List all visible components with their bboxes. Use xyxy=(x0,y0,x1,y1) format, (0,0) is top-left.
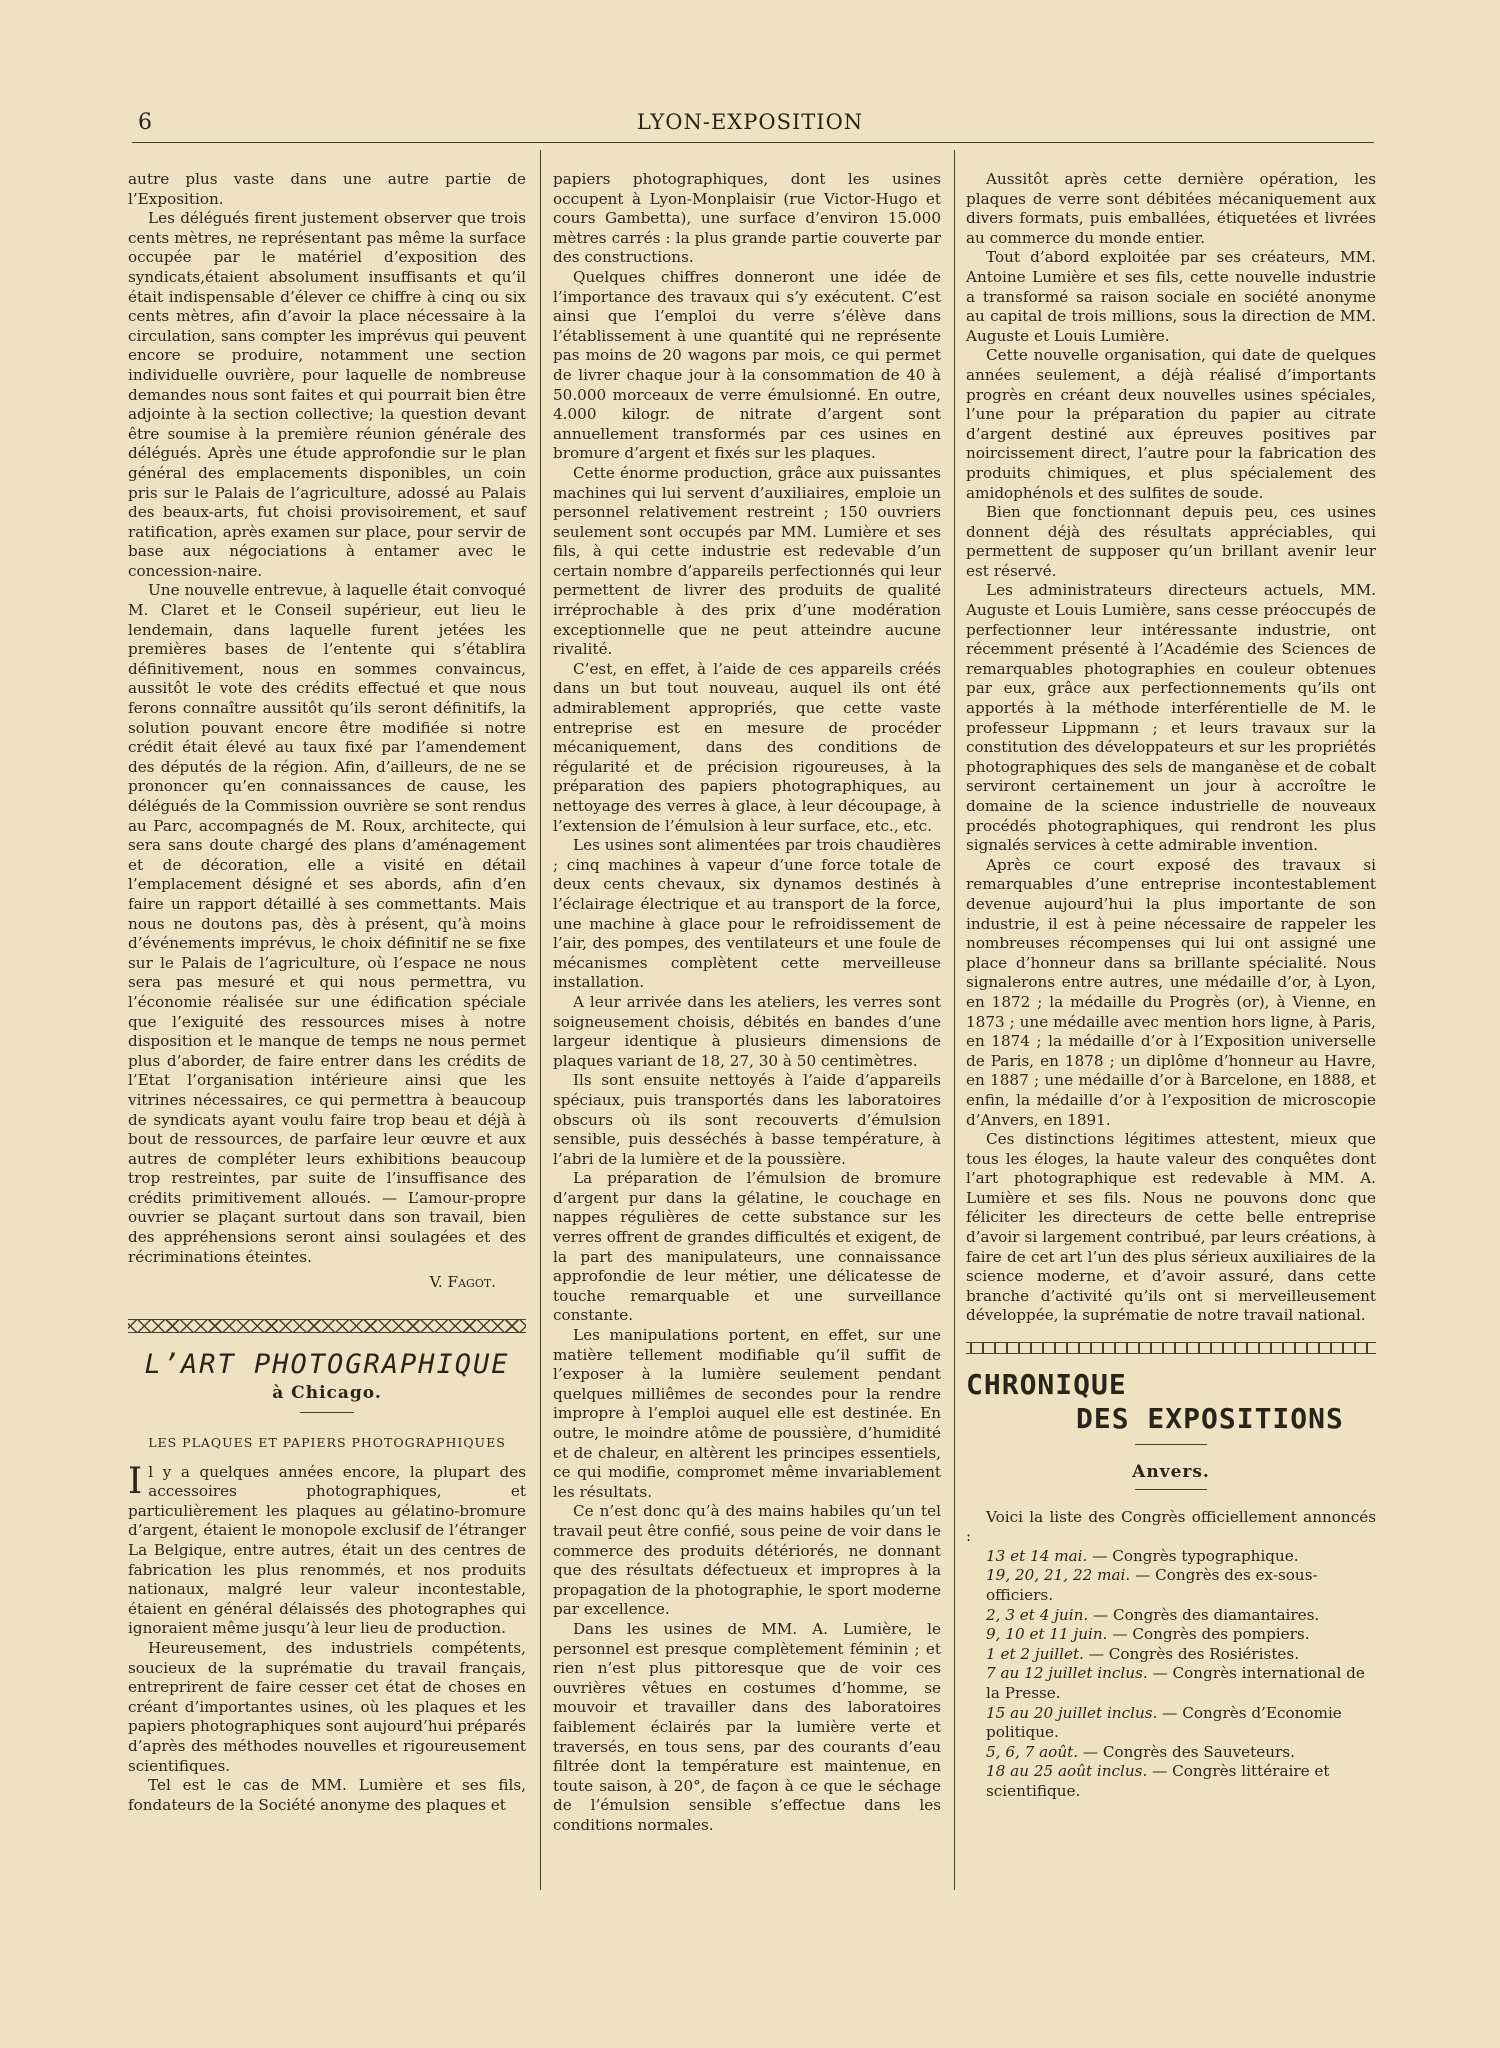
list-item: 19, 20, 21, 22 mai. — Congrès des ex-sous-officiers. xyxy=(986,1566,1318,1604)
paragraph: Quelques chiffres donneront une idée de l’importance des travaux qui s’y exécutent. C’est ainsi que l’emploi du verre s’élève dans l’établissement à une quantité qui ne représente pas moins de 20 wagons par mois, ce qui permet de livrer chaque jour à la consommation de 40 à 50.000 morceaux de verre émulsionné. En outre, 4.000 kilogr. de nitrate d’argent sont annuellement transformés par ces usines en bromure d’argent et fixés sur les plaques. xyxy=(553,267,941,463)
first-paragraph xyxy=(128,1460,526,1639)
paragraph: Ces distinctions légitimes attestent, mieux que tous les éloges, la haute valeur des conquêtes dont l’art photographique est redevable à MM. A. Lumière et ses fils. Nous ne pouvons donc que féliciter les directeurs de cette belle entreprise d’avoir si largement contribué, par leurs créations, à faire de cet art l’un des plus sérieux auxiliaires de la science moderne, et d’avoir assuré, dans cette branche d’activité qu’ils ont si merveilleusement développée, la suprématie de notre travail national. xyxy=(966,1130,1376,1325)
short-rule xyxy=(300,1412,354,1413)
paragraph: Heureusement, des industriels compétents, soucieux de la suprématie du travail français, entreprirent de faire cesser cet état de choses en créant d’importantes usines, où les plaques et les papiers photographiques sont aujourd’hui préparés d’après des méthodes nouvelles et rigoureusement scientifiques. xyxy=(128,1638,526,1775)
paragraph: Bien que fonctionnant depuis peu, ces usines donnent déjà des résultats appréciables, qui permettent de supposer qu’un brillant avenir leur est réservé. xyxy=(966,503,1376,580)
list-item: 18 au 25 août inclus. — Congrès littéraire et scientifique. xyxy=(986,1762,1330,1800)
section-subtitle: Anvers. xyxy=(1132,1462,1210,1483)
paragraph: Après ce court exposé des travaux si remarquables d’une entreprise incontestablement devenue aujourd’hui la plus importante de son industrie, il est à peine nécessaire de rappeler les nombreuses récompenses qui lui ont assigné une place d’honneur dans sa brillante spécialité. Nous signalerons entre autres, une médaille d’or, à Lyon, en 1872 ; la médaille du Progrès (or), à Vienne, en 1873 ; une médaille avec mention hors ligne, à Paris, en 1874 ; la médaille d’or à l’Exposition universelle de Paris, en 1878 ; un diplôme d’honneur au Havre, en 1887 ; une médaille d’or à Barcelone, en 1888, et enfin, la médaille d’or à l’exposition de microscopie d’Anvers, en 1891. xyxy=(966,855,1376,1129)
list-item: 7 au 12 juillet inclus. — Congrès international de la Presse. xyxy=(986,1664,1365,1702)
column-2 xyxy=(553,170,941,1835)
section-title-line-2: DES EXPOSITIONS xyxy=(1076,1402,1344,1436)
paragraph: Voici la liste des Congrès officiellement annoncés : xyxy=(966,1507,1376,1546)
paragraph: Aussitôt après cette dernière opération, les plaques de verre sont débitées mécaniquement aux divers formats, puis emballées, étiquetées et livrées au commerce du monde entier. xyxy=(966,170,1376,247)
page-number: 6 xyxy=(138,110,152,135)
column-divider-1 xyxy=(540,150,541,1890)
paragraph: Cette nouvelle organisation, qui date de quelques années seulement, a déjà réalisé d’importants progrès en créant deux nouvelles usines spéciales, l’une pour la préparation du papier au citrate d’argent destiné aux épreuves positives par noircissement direct, l’autre pour la fabrication des produits chimiques, et plus spécialement des amidophénols et des sulfites de soude. xyxy=(966,346,1376,502)
paragraph: papiers photographiques, dont les usines occupent à Lyon-Monplaisir (rue Victor-Hugo et cours Gambetta), une surface d’environ 15.000 mètres carrés : la plus grande partie couverte par des constructions. xyxy=(553,170,941,267)
section-title-line-1: CHRONIQUE xyxy=(966,1368,1127,1402)
drop-cap: I xyxy=(128,1460,143,1502)
list-item: 15 au 20 juillet inclus. — Congrès d’Economie politique. xyxy=(986,1703,1342,1742)
paragraph: Les administrateurs directeurs actuels, MM. Auguste et Louis Lumière, sans cesse préoccupés de perfectionner leur intéressante industrie, ont récemment présenté à l’Académie des Sciences de remarquables photographies en couleur obtenues par eux, grâce aux perfectionnements qu’ils ont apportés à la méthode interférentielle de M. le professeur Lippmann ; et leurs travaux sur la constitution des développateurs et sur les propriétés photographiques des sels de manganèse et de cobalt serviront certainement un jour à accroître le domaine de la science industrielle de nouveaux procédés photographiques, qui rendront les plus signalés services à cette admirable invention. xyxy=(966,581,1376,855)
list-item: 9, 10 et 11 juin. — Congrès des pompiers. xyxy=(986,1625,1310,1644)
article-rubric: LES PLAQUES ET PAPIERS PHOTOGRAPHIQUES xyxy=(148,1435,506,1451)
ornamental-divider xyxy=(966,1342,1376,1354)
paragraph: Dans les usines de MM. A. Lumière, le personnel est presque complètement féminin ; et rien n’est plus pittoresque que de voir ces ouvrières vêtues en costumes d’homme, se mouvoir et travailler dans des laboratoires faiblement éclairés par la lumière verte et traversés, en tous sens, par des courants d’eau filtrée dont la température est maintenue, en toute saison, à 20°, de façon à ce que le séchage de l’émulsion sensible s’effectue dans les conditions normales. xyxy=(553,1619,941,1834)
column-1 xyxy=(128,170,526,1815)
paragraph: Une nouvelle entrevue, à laquelle était convoqué M. Claret et le Conseil supérieur, eut lieu le lendemain, dans laquelle furent jetées les premières bases de l’entente qui s’établira définitivement, nous en sommes convaincus, aussitôt le vote des crédits effectué et que nous ferons connaître aussitôt qu’ils seront définitifs, la solution pouvant encore être modifiée si notre crédit était élevé au taux fixé par l’amendement des députés de la région. Afin, d’ailleurs, de ne se prononcer qu’en connaissances de cause, les délégués de la Commission ouvrière se sont rendus au Parc, accompagnés de M. Roux, architecte, qui sera sans doute chargé des plans d’aménagement et de décoration, elle a visité en détail l’emplacement désigné et ses abords, afin d’en faire un rapport détaillé à ses commettants. Mais nous ne doutons pas, dès à présent, qu’à moins d’événements imprévus, le choix définitif ne se fixe sur le Palais de l’agriculture, où l’espace ne nous sera pas mesuré et qui nous permettra, vu l’économie réalisée sur une édification spéciale que l’exiguité des ressources mises à notre disposition et le manque de temps ne nous permet plus d’aborder, de faire entrer dans les crédits de l’Etat l’organisation intérieure ainsi que les vitrines nécessaires, ce qui permettra à beaucoup de syndicats ayant voulu faire trop beau et déjà à bout de ressources, de parfaire leur œuvre et aux autres de compléter leurs exhibitions beaucoup trop restreintes, par suite de l’insuffisance des crédits primitivement alloués. — L’amour-propre ouvrier se plaçant surtout dans son travail, bien des appréhensions seront ainsi soulagées et des récriminations éteintes. xyxy=(128,581,526,1266)
column-3 xyxy=(966,170,1376,1802)
section-title xyxy=(966,1368,1376,1436)
paragraph: Les délégués firent justement observer que trois cents mètres, ne représentant pas même la surface occupée par le matériel d’exposition des syndicats,étaient absolument insuffisants et qu’il était indispensable d’élever ce chiffre à cinq ou six cents mètres, afin d’avoir la place nécessaire à la circulation, sans compter les imprévus qui peuvent encore se produire, notamment une section individuelle ouvrière, pour laquelle de nombreuse demandes nous sont faites et qui pourrait bien être adjointe à la section collective; la question devant être soumise à la première réunion générale des délégués. Après une étude approfondie sur le plan général des emplacements disponibles, un coin pris sur le Palais de l’agriculture, adossé au Palais des beaux-arts, fut choisi provisoirement, et sauf ratification, après examen sur place, pour servir de base aux négociations à entamer avec le concession-naire. xyxy=(128,209,526,580)
paragraph: Les usines sont alimentées par trois chaudières ; cinq machines à vapeur d’une force totale de deux cents chevaux, six dynamos destinés à l’éclairage électrique et au transport de la force, une machine à glace pour le refroidissement de l’air, des pompes, des ventilateurs et une foule de mécanismes complètent cette merveilleuse installation. xyxy=(553,836,941,992)
short-rule xyxy=(1135,1444,1207,1445)
author-signature: V. Fagot. xyxy=(429,1273,496,1292)
ornamental-divider xyxy=(128,1319,526,1333)
congress-list xyxy=(966,1547,1376,1802)
paragraph: Tout d’abord exploitée par ses créateurs, MM. Antoine Lumière et ses fils, cette nouvelle industrie a transformé sa raison sociale en société anonyme au capital de trois millions, sous la direction de MM. Auguste et Louis Lumière. xyxy=(966,248,1376,345)
column-divider-2 xyxy=(954,150,955,1890)
article-title: L’ART PHOTOGRAPHIQUE xyxy=(144,1348,510,1380)
paragraph: Tel est le cas de MM. Lumière et ses fils, fondateurs de la Société anonyme des plaques et xyxy=(128,1776,526,1814)
paragraph: Cette énorme production, grâce aux puissantes machines qui lui servent d’auxiliaires, emploie un personnel relativement restreint ; 150 ouvriers seulement sont occupés par MM. Lumière et ses fils, à qui cette industrie est redevable d’un certain nombre d’appareils perfectionnés qui leur permettent de livrer des produits de qualité irréprochable à des prix d’une modération exceptionnelle que ne peut atteindre aucune rivalité. xyxy=(553,463,941,659)
header-rule xyxy=(132,142,1374,143)
paragraph: A leur arrivée dans les ateliers, les verres sont soigneusement choisis, débités en bandes d’une largeur identique à plusieurs dimensions de plaques variant de 18, 27, 30 à 50 centimètres. xyxy=(553,992,941,1070)
paragraph: Les manipulations portent, en effet, sur une matière tellement modifiable qu’il suffit de l’exposer à la lumière seulement pendant quelques milliêmes de secondes pour la rendre impropre à l’emploi auquel elle est destinée. En outre, le moindre atôme de poussière, d’humidité et de chaleur, en altèrent les principes essentiels, ce qui modifie, compromet même invariablement les résultats. xyxy=(553,1326,941,1501)
list-item: 2, 3 et 4 juin. — Congrès des diamantaires. xyxy=(986,1605,1320,1624)
list-item: 1 et 2 juillet. — Congrès des Rosiéristes. xyxy=(986,1644,1300,1663)
first-paragraph-text: l y a quelques années encore, la plupart des accessoires photographiques, et particulièrement les plaques au gélatino-bromure d’argent, étaient le monopole exclusif de l’étranger La Belgique, entre autres, était un des centres de fabrication les plus renommés, et nos produits nationaux, malgré leur valeur incontestable, étaient en général délaissés des photographes qui ignoraient même jusqu’à leur lieu de production. xyxy=(128,1462,526,1638)
paragraph: La préparation de l’émulsion de bromure d’argent pur dans la gélatine, le couchage en nappes régulières de cette substance sur les verres offrent de grandes difficultés et exigent, de la part des manipulateurs, une connaissance approfondie de leur métier, une délicatesse de touche remarquable et une surveillance constante. xyxy=(553,1169,941,1325)
paragraph: Ils sont ensuite nettoyés à l’aide d’appareils spéciaux, puis transportés dans les laboratoires obscurs où ils sont recouverts d’émulsion sensible, puis desséchés à basse température, à l’abri de la lumière et de la poussière. xyxy=(553,1071,941,1168)
list-item: 13 et 14 mai. — Congrès typographique. xyxy=(986,1546,1299,1565)
article-subtitle: à Chicago. xyxy=(272,1383,382,1404)
short-rule xyxy=(1135,1489,1207,1490)
paragraph: C’est, en effet, à l’aide de ces appareils créés dans un but tout nouveau, auquel ils ont été admirablement appropriés, que cette vaste entreprise est en mesure de procéder mécaniquement, dans des conditions de régularité et de précision rigoureuses, à la préparation des papiers photographiques, au nettoyage des verres à glace, à leur découpage, à l’extension de l’émulsion à leur surface, etc., etc. xyxy=(553,659,941,835)
paragraph: Ce n’est donc qu’à des mains habiles qu’un tel travail peut être confié, sous peine de voir dans le commerce des produits détériorés, ne donnant que des résultats défectueux et impropres à la propagation de la photographie, le sport moderne par excellence. xyxy=(553,1502,941,1619)
list-item: 5, 6, 7 août. — Congrès des Sauveteurs. xyxy=(986,1742,1295,1761)
page-title: LYON-EXPOSITION xyxy=(636,110,864,134)
paragraph: autre plus vaste dans une autre partie de l’Exposition. xyxy=(128,170,526,208)
